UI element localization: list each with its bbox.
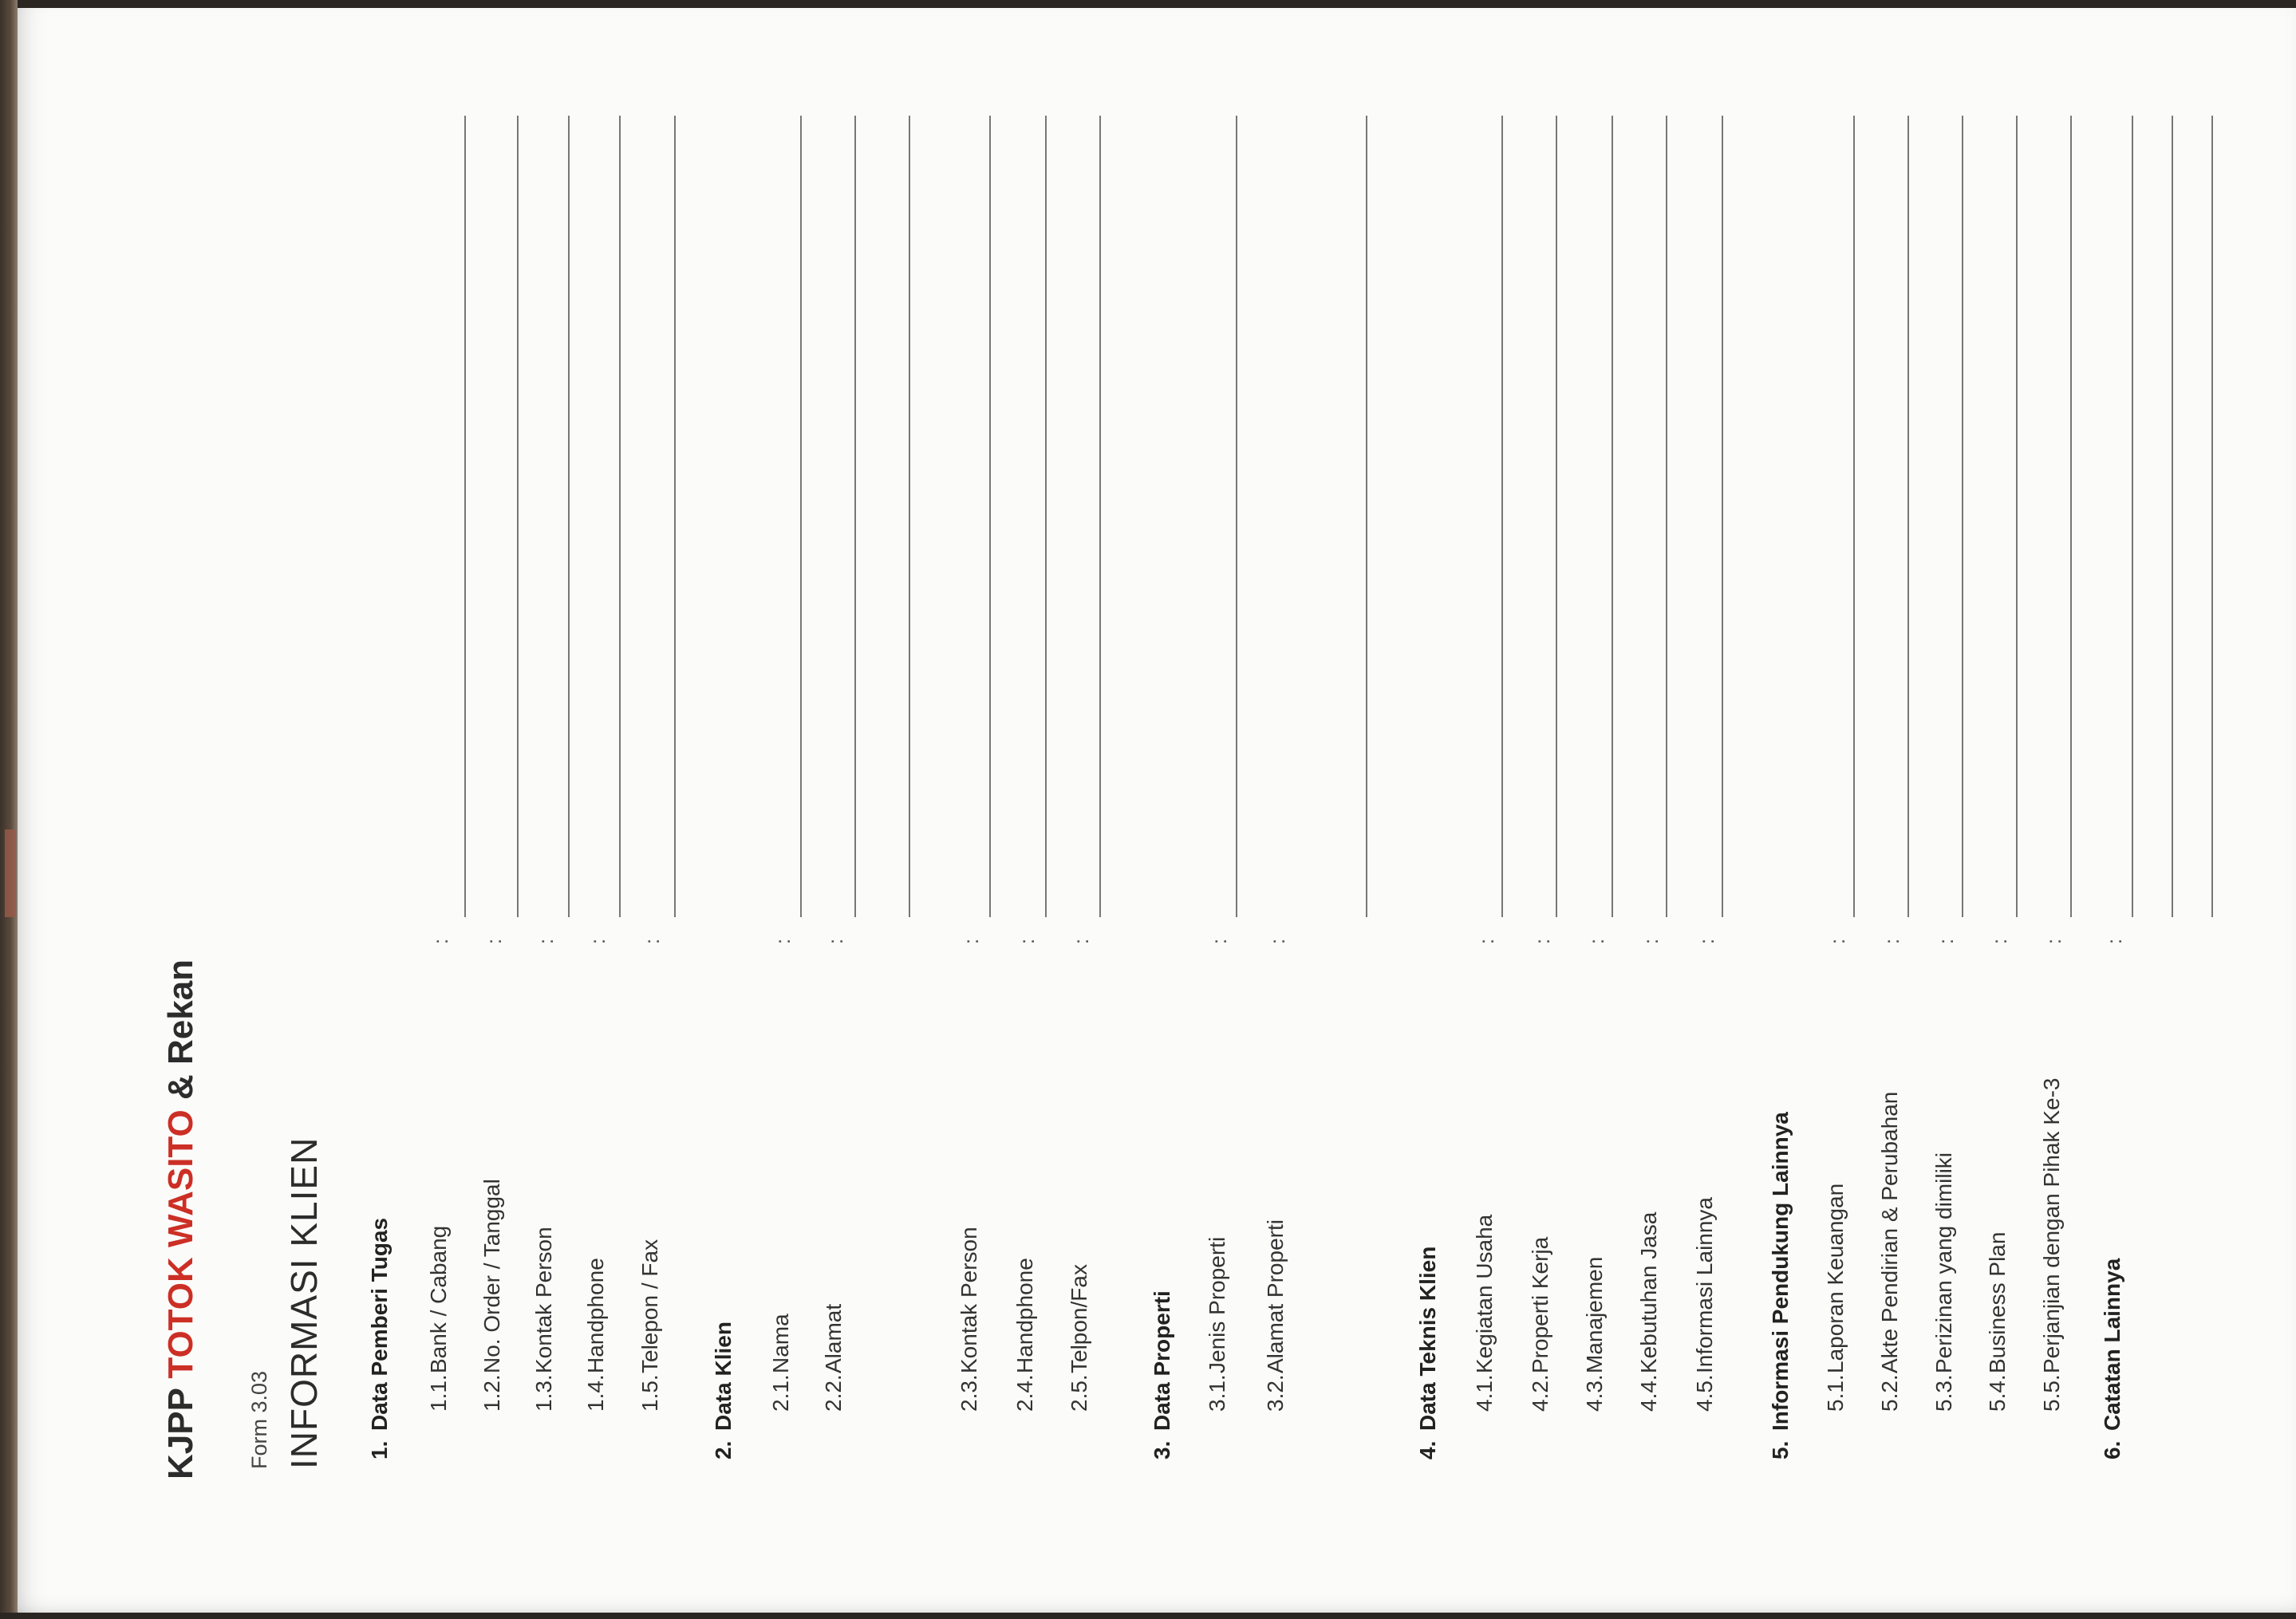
- colon: :: [1934, 938, 1958, 944]
- fill-line-akte-pendirian[interactable]: [1907, 116, 1909, 917]
- fill-line-kontak-person-1[interactable]: [568, 116, 570, 917]
- field-alamat-properti: 3.2.Alamat Properti: [1263, 1219, 1288, 1412]
- brand-rekan: & Rekan: [161, 959, 200, 1110]
- fill-line-catatan-3[interactable]: [2211, 116, 2213, 917]
- fill-line-telepon-fax[interactable]: [674, 116, 676, 917]
- colon: :: [1694, 938, 1718, 944]
- field-perizinan: 5.3.Perizinan yang dimiliki: [1931, 1152, 1956, 1412]
- fill-line-jenis-properti[interactable]: [1236, 116, 1237, 917]
- fill-line-catatan-1[interactable]: [2132, 116, 2133, 917]
- section-3-title: 3.Data Properti: [1150, 1290, 1174, 1459]
- colon: :: [1987, 938, 2011, 944]
- field-bank-cabang: 1.1.Bank / Cabang: [426, 1225, 451, 1412]
- fill-line-perjanjian[interactable]: [2070, 116, 2072, 917]
- colon: :: [1474, 938, 1498, 944]
- colon: :: [1265, 938, 1289, 944]
- field-telepon-fax: 1.5.Telepon / Fax: [637, 1239, 662, 1412]
- brand-name: TOTOK WASITO: [161, 1109, 200, 1379]
- colon: :: [1069, 938, 1093, 944]
- section-2-title: 2.Data Klien: [711, 1322, 736, 1459]
- fill-line-kebutuhan-jasa[interactable]: [1666, 116, 1667, 917]
- fill-line-catatan-2[interactable]: [2172, 116, 2173, 917]
- brand-kjpp: KJPP: [161, 1378, 200, 1479]
- field-telpon-fax: 2.5.Telpon/Fax: [1067, 1264, 1091, 1412]
- colon: :: [2042, 938, 2065, 944]
- field-no-order: 1.2.No. Order / Tanggal: [479, 1179, 504, 1412]
- colon: :: [1880, 938, 1903, 944]
- fill-line-handphone-1[interactable]: [619, 116, 621, 917]
- fill-line-kegiatan-usaha[interactable]: [1501, 116, 1503, 917]
- colon: :: [771, 938, 795, 944]
- field-handphone-2: 2.4.Handphone: [1012, 1258, 1037, 1412]
- colon: :: [1207, 938, 1231, 944]
- fill-line-perizinan[interactable]: [1962, 116, 1963, 917]
- colon: :: [823, 938, 847, 944]
- fill-line-kontak-person-2[interactable]: [989, 116, 991, 917]
- company-brand: [161, 959, 200, 1479]
- colon: :: [428, 938, 452, 944]
- field-business-plan: 5.4.Business Plan: [1985, 1231, 2010, 1412]
- field-kontak-person-2: 2.3.Kontak Person: [957, 1227, 981, 1412]
- field-handphone-1: 1.4.Handphone: [583, 1258, 608, 1412]
- colon: :: [534, 938, 558, 944]
- colon: :: [1825, 938, 1849, 944]
- fill-line-bank-cabang[interactable]: [464, 116, 466, 917]
- colon: :: [482, 938, 506, 944]
- fill-line-alamat-2[interactable]: [909, 116, 910, 917]
- fill-line-telpon-fax[interactable]: [1099, 116, 1101, 917]
- field-akte-pendirian: 5.2.Akte Pendirian & Perubahan: [1877, 1091, 1902, 1412]
- colon: :: [959, 938, 983, 944]
- section-1-title: 1.Data Pemberi Tugas: [367, 1217, 392, 1459]
- fill-line-business-plan[interactable]: [2016, 116, 2018, 917]
- colon: :: [1639, 938, 1663, 944]
- fill-line-properti-kerja[interactable]: [1556, 116, 1557, 917]
- fill-line-handphone-2[interactable]: [1045, 116, 1047, 917]
- field-properti-kerja: 4.2.Properti Kerja: [1528, 1236, 1552, 1412]
- colon: :: [640, 938, 664, 944]
- colon: :: [1015, 938, 1039, 944]
- fill-line-manajemen[interactable]: [1612, 116, 1613, 917]
- form-number: Form 3.03: [247, 1370, 271, 1469]
- colon: :: [1584, 938, 1608, 944]
- fill-line-informasi-lainnya[interactable]: [1722, 116, 1723, 917]
- fill-line-alamat-properti[interactable]: [1366, 116, 1367, 917]
- field-kegiatan-usaha: 4.1.Kegiatan Usaha: [1472, 1214, 1497, 1412]
- field-alamat: 2.2.Alamat: [821, 1303, 846, 1412]
- field-manajemen: 4.3.Manajemen: [1582, 1256, 1607, 1412]
- section-4-title: 4.Data Teknis Klien: [1415, 1246, 1440, 1459]
- fill-line-alamat-1[interactable]: [854, 116, 856, 917]
- field-nama: 2.1.Nama: [768, 1314, 793, 1412]
- colon: :: [2102, 938, 2126, 944]
- section-5-title: 5.Informasi Pendukung Lainnya: [1768, 1112, 1793, 1459]
- field-kontak-person-1: 1.3.Kontak Person: [531, 1227, 556, 1412]
- fill-line-no-order[interactable]: [517, 116, 519, 917]
- field-kebutuhan-jasa: 4.4.Kebutuhan Jasa: [1636, 1211, 1661, 1412]
- page-title: INFORMASI KLIEN: [283, 1136, 325, 1469]
- fill-line-laporan-keuangan[interactable]: [1853, 116, 1855, 917]
- colon: :: [586, 938, 610, 944]
- field-perjanjian: 5.5.Perjanjian dengan Pihak Ke-3: [2039, 1077, 2064, 1412]
- fill-line-nama[interactable]: [800, 116, 802, 917]
- section-6-title: 6.Catatan Lainnya: [2100, 1258, 2124, 1459]
- colon: :: [1530, 938, 1554, 944]
- field-laporan-keuangan: 5.1.Laporan Keuangan: [1823, 1183, 1848, 1412]
- field-informasi-lainnya: 4.5.Informasi Lainnya: [1692, 1196, 1717, 1412]
- field-jenis-properti: 3.1.Jenis Properti: [1205, 1236, 1229, 1412]
